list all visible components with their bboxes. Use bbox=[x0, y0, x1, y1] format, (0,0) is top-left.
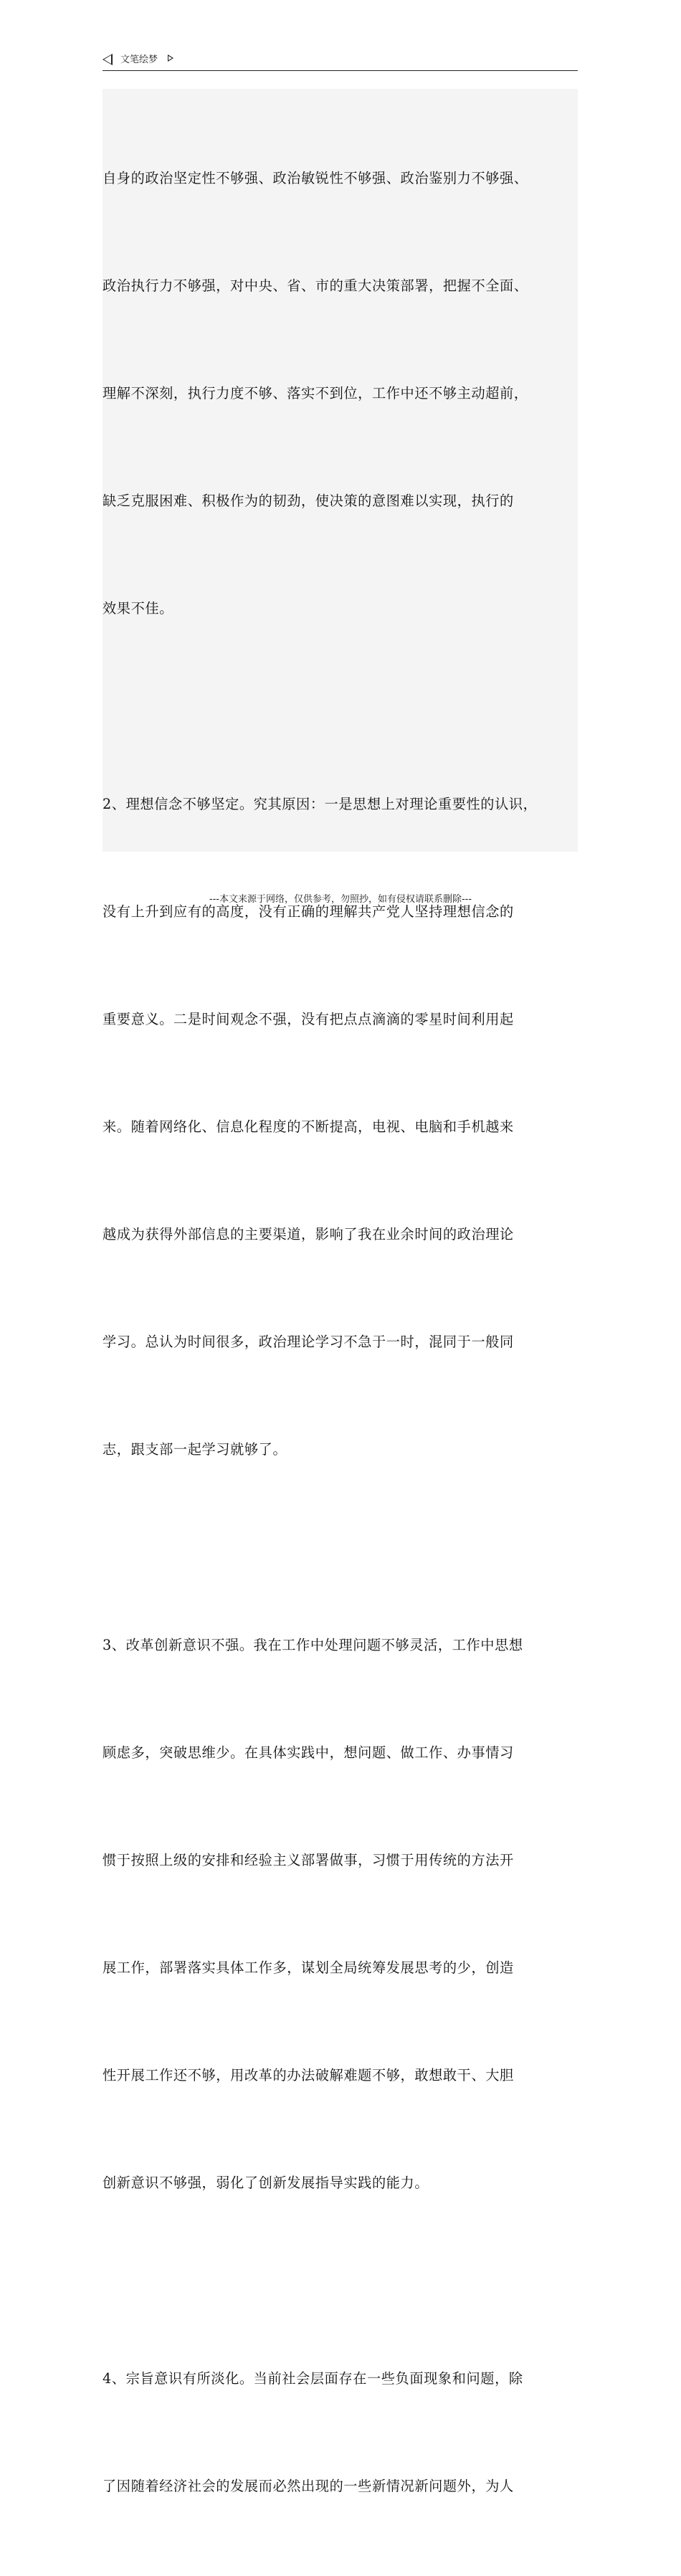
text-line: 顾虑多，突破思维少。在具体实践中，想问题、做工作、办事情习 bbox=[103, 1744, 514, 1761]
paragraph-4 bbox=[103, 2289, 578, 2576]
paragraph-2 bbox=[103, 715, 578, 1539]
paragraph-gap bbox=[103, 1539, 578, 1556]
text-line: 性开展工作还不够，用改革的办法破解难题不够，敢想敢干、大胆 bbox=[103, 2067, 514, 2083]
text-line: 政治执行力不够强，对中央、省、市的重大决策部署，把握不全面、 bbox=[103, 277, 528, 294]
text-line: 效果不佳。 bbox=[103, 600, 173, 617]
text-line: 重要意义。二是时间观念不强，没有把点点滴滴的零星时间利用起 bbox=[103, 1011, 514, 1027]
text-line: 3、改革创新意识不强。我在工作中处理问题不够灵活，工作中思想 bbox=[103, 1637, 523, 1653]
text-line: 4、宗旨意识有所淡化。当前社会层面存在一些负面现象和问题，除 bbox=[103, 2370, 523, 2387]
page-footer: ---本文来源于网络，仅供参考，勿照抄，如有侵权请联系删除--- bbox=[209, 894, 472, 905]
paragraph-gap bbox=[103, 698, 578, 715]
triangle-left-icon bbox=[103, 54, 113, 65]
paragraph-gap bbox=[103, 2273, 578, 2289]
text-line: 没有上升到应有的高度，没有正确的理解共产党人坚持理想信念的 bbox=[103, 903, 514, 920]
paragraph-3 bbox=[103, 1556, 578, 2273]
text-line: 缺乏克服困难、积极作为的韧劲，使决策的意图难以实现，执行的 bbox=[103, 493, 514, 509]
paragraph-1 bbox=[103, 89, 578, 698]
text-line: 学习。总认为时间很多，政治理论学习不急于一时，混同于一般同 bbox=[103, 1334, 514, 1350]
text-line: 来。随着网络化、信息化程度的不断提高，电视、电脑和手机越来 bbox=[103, 1118, 514, 1135]
text-line: 展工作，部署落实具体工作多，谋划全局统筹发展思考的少，创造 bbox=[103, 1959, 514, 1976]
text-line: 志，跟支部一起学习就够了。 bbox=[103, 1441, 287, 1458]
triangle-right-icon bbox=[168, 54, 173, 62]
text-line: 理解不深刻，执行力度不够、落实不到位，工作中还不够主动超前， bbox=[103, 385, 528, 401]
text-line: 2、理想信念不够坚定。究其原因：一是思想上对理论重要性的认识， bbox=[103, 796, 538, 812]
text-line: 惯于按照上级的安排和经验主义部署做事，习惯于用传统的方法开 bbox=[103, 1852, 514, 1868]
header-title: 文笔绘梦 bbox=[120, 54, 158, 65]
text-line: 越成为获得外部信息的主要渠道，影响了我在业余时间的政治理论 bbox=[103, 1226, 514, 1242]
page-header bbox=[103, 52, 578, 71]
text-line: 自身的政治坚定性不够强、政治敏锐性不够强、政治鉴别力不够强、 bbox=[103, 170, 528, 186]
text-line: 创新意识不够强，弱化了创新发展指导实践的能力。 bbox=[103, 2175, 429, 2191]
text-line: 了因随着经济社会的发展而必然出现的一些新情况新问题外，为人 bbox=[103, 2478, 514, 2494]
